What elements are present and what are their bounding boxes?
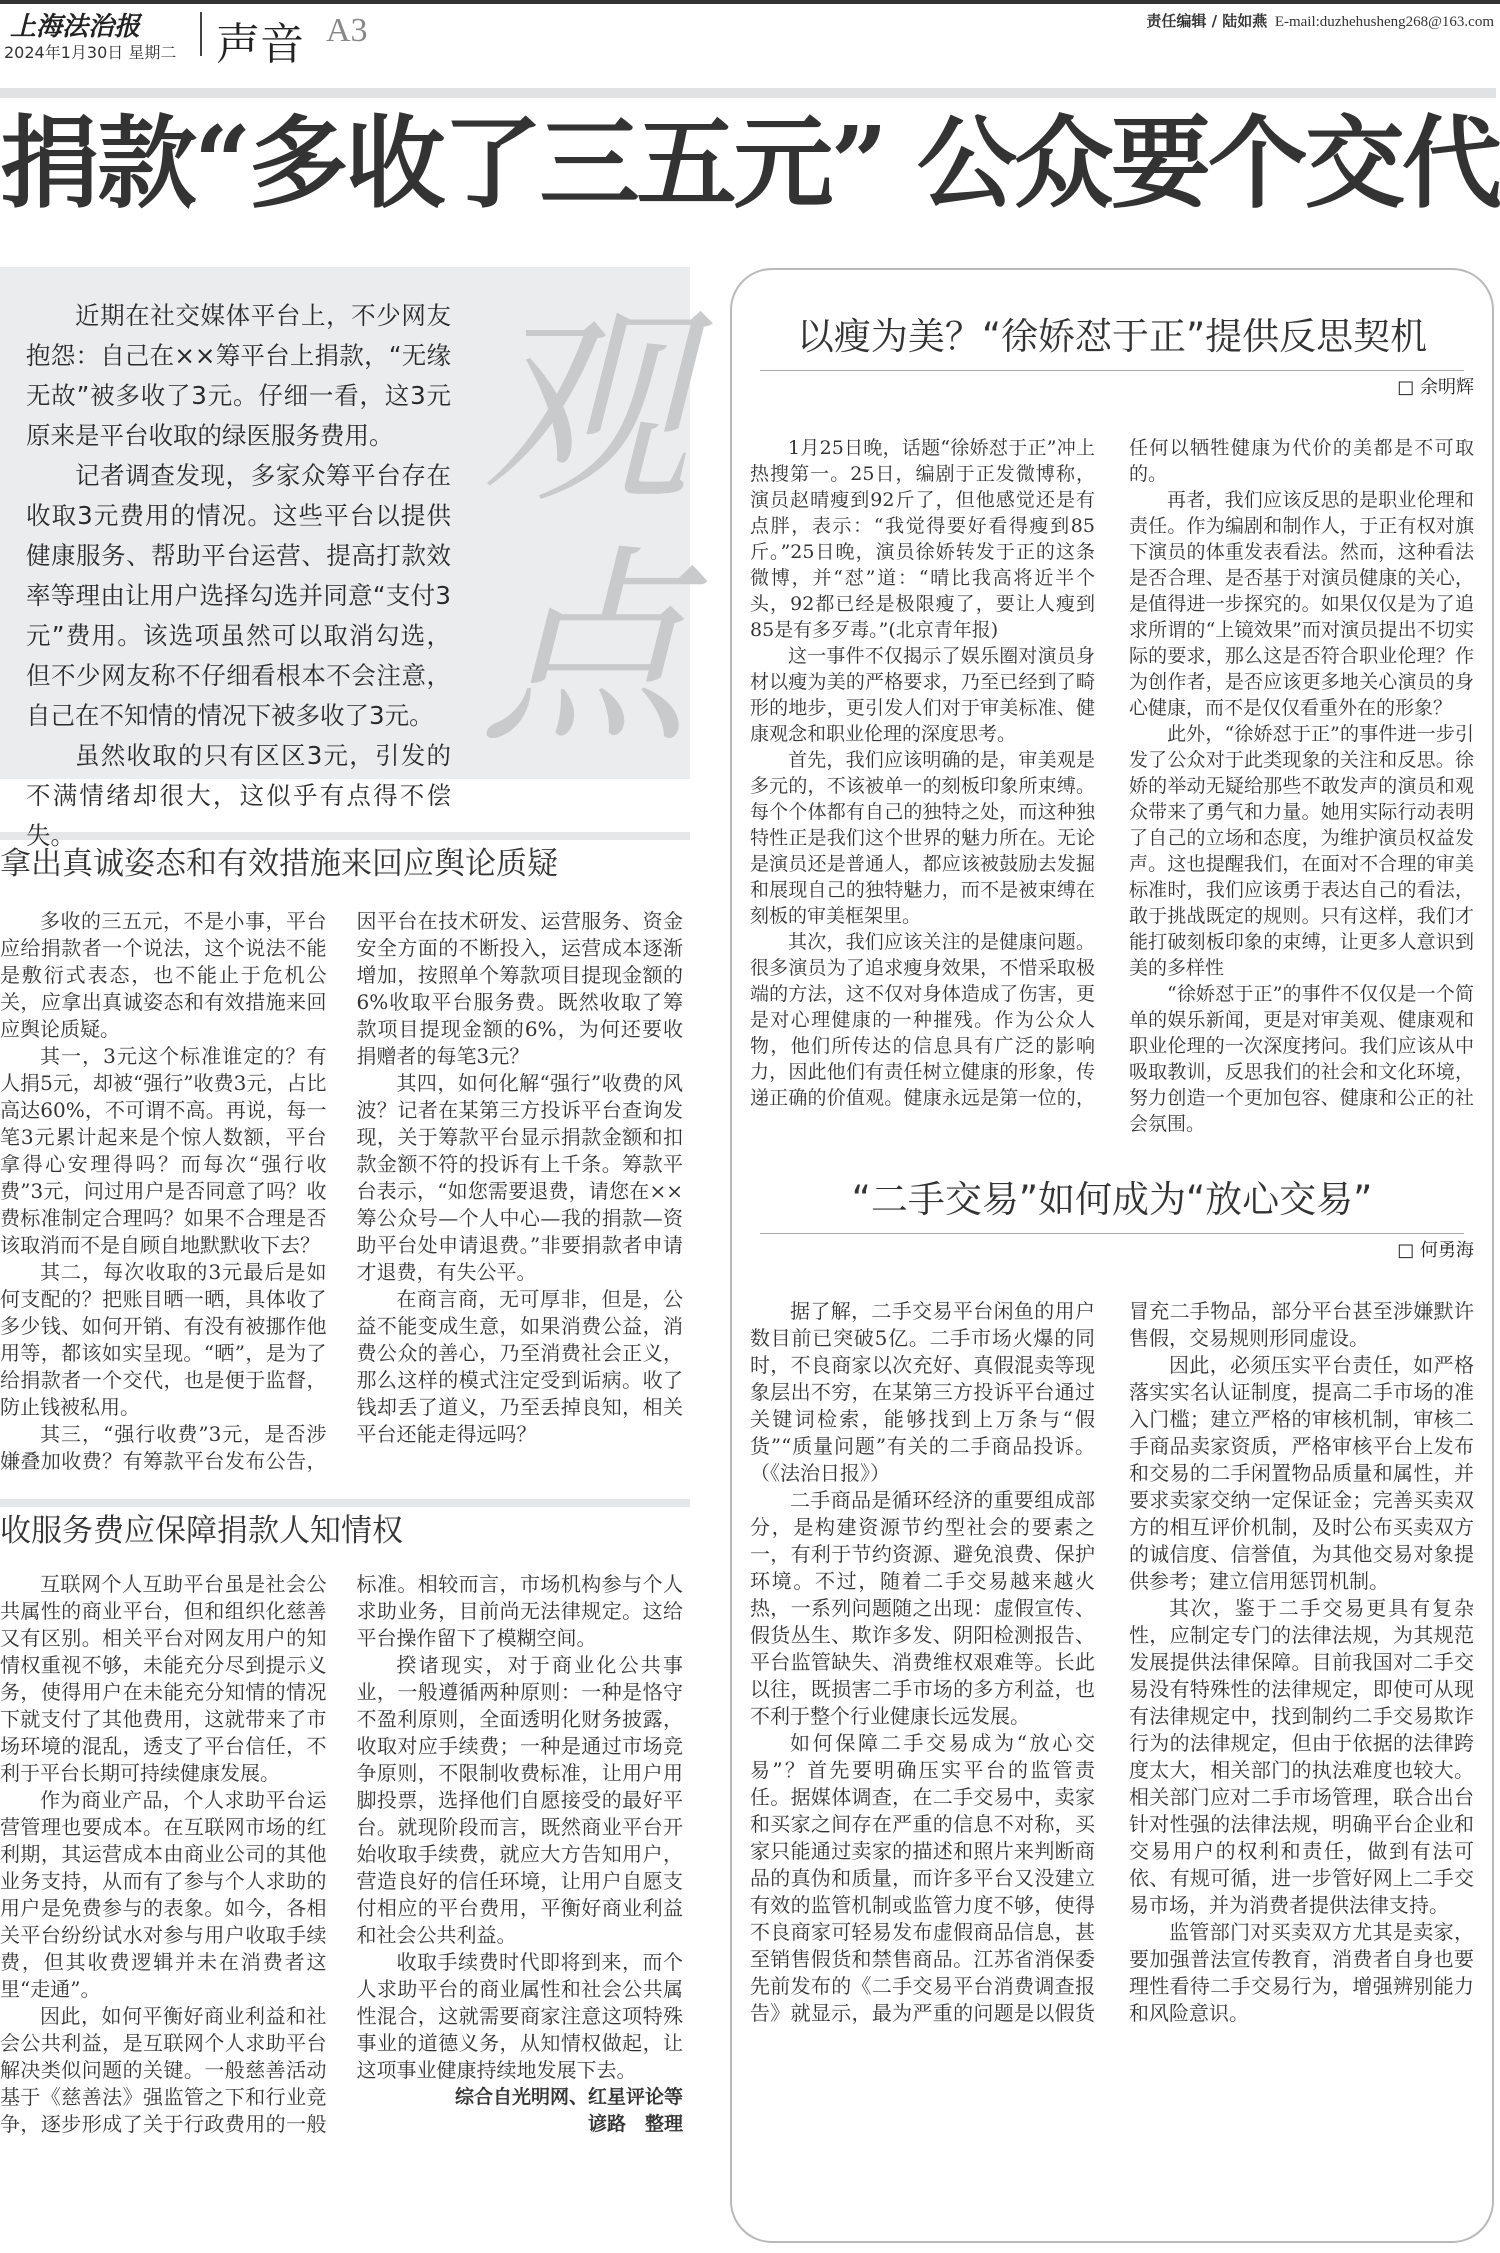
paragraph: 因此，必须压实平台责任，如严格落实实名认证制度，提高二手市场的准入门槛；建立严格的审核机制，审核二手商品卖家资质，严格审核平台上发布和交易的二手闲置物品质量和属性，并要求卖家交纳一定保证金；完善买卖双方的相互评价机制，及时公布买卖双方的诚信度、信誉值，为其他交易对象提供参考；建立信用惩罚机制。 — [1129, 1353, 1474, 1593]
intro-text — [26, 296, 451, 856]
paragraph: 因此，如何平衡好商业利益和社会公共利益，是互联网个人求助平台解决类似问题的关键。一般慈善活动基于《慈善法》强监管之下和行业竞争，逐步形成了关于行政费用的一般标准。相较而言，市场机构参与个人求助业务，目前尚无法律规定。这给平台操作留下了模糊空间。 — [0, 1572, 683, 2136]
paragraph: 其三，“强行收费”3元，是否涉嫌叠加收费？有筹款平台发布公告，因平台在技术研发、运营服务、资金安全方面的不断投入，运营成本逐渐增加，按照单个筹款项目提现金额的6%收取平台服务费。既然收取了筹款项目提现金额的6%，为何还要收捐赠者的每笔3元？ — [0, 909, 683, 1473]
paragraph: 监管部门对买卖双方尤其是卖家，要加强普法宣传教育，消费者自身也要理性看待二手交易行为，增强辨别能力和风险意识。 — [1129, 1920, 1474, 2025]
main-headline: 捐款“多收了三五元” 公众要个交代 — [0, 104, 1499, 222]
intro-paragraph: 近期在社交媒体平台上，不少网友抱怨：自己在××筹平台上捐款，“无缘无故”被多收了3元。仔细一看，这3元原来是平台收取的绿医服务费用。 — [26, 301, 451, 450]
intro-box — [0, 267, 691, 850]
watermark-calligraphy: 观点 — [480, 287, 691, 772]
commentary-panel — [730, 268, 1494, 2243]
article-body — [750, 435, 1474, 1137]
newspaper-logo: 上海法治报 — [10, 12, 141, 42]
header-band — [0, 88, 1496, 98]
article-title: 拿出真诚姿态和有效措施来回应舆论质疑 — [0, 846, 558, 882]
paragraph: 首先，我们应该明确的是，审美观是多元的，不该被单一的刻板印象所束缚。每个个体都有自己的独特之处，而这种独特性正是我们这个世界的魅力所在。无论是演员还是普通人，都应该被鼓励去发掘和展现自己的独特魅力，而不是被束缚在刻板的审美框架里。 — [750, 749, 1095, 927]
paragraph: 收取手续费时代即将到来，而个人求助平台的商业属性和社会公共属性混合，这就需要商家注意这项特殊事业的道德义务，从知情权做起，让这项事业健康持续地发展下去。 — [356, 1950, 683, 2082]
paragraph: 据了解，二手交易平台闲鱼的用户数目前已突破5亿。二手市场火爆的同时，不良商家以次充好、真假混卖等现象层出不穷，在某第三方投诉平台通过关键词检索，能够找到上万条与“假货”“质量问题”有关的二手商品投诉。（《法治日报》） — [750, 1299, 1095, 1485]
title-rule — [760, 1233, 1464, 1234]
paragraph: 如何保障二手交易成为“放心交易”？首先要明确压实平台的监管责任。据媒体调查，在二手交易中，卖家和买家之间存在严重的信息不对称，买家只能通过卖家的描述和照片来判断商品的真伪和质量，而许多平台又没建立有效的监管机制或监管力度不够，使得不良商家可轻易发布虚假商品信息，甚至销售假货和禁售商品。江苏省消保委先前发布的《二手交易平台消费调查报告》就显示，最为严重的问题是以假货冒充二手物品，部分平台甚至涉嫌默许售假，交易规则形同虚设。 — [750, 1299, 1474, 2025]
page-number: A3 — [326, 12, 368, 49]
paragraph: 作为商业产品，个人求助平台运营管理也要成本。在互联网市场的红利期，其运营成本由商业公司的其他业务支持，从而有了参与个人求助的用户是免费参与的表象。如今，各相关平台纷纷试水对参与用户收取手续费，但其收费逻辑并未在消费者这里“走通”。 — [0, 1788, 327, 2001]
paragraph: 互联网个人互助平台虽是社会公共属性的商业平台，但和组织化慈善又有区别。相关平台对网友用户的知情权重视不够，未能充分尽到提示义务，使得用户在未能充分知情的情况下就支付了其他费用，这就带来了市场环境的混乱，透支了平台信任，不利于平台长期可持续健康发展。 — [0, 1572, 327, 1785]
header-divider — [200, 12, 202, 56]
article-body — [750, 1298, 1474, 2027]
article-body — [0, 1571, 683, 2138]
paragraph: 其次，我们应该关注的是健康问题。很多演员为了追求瘦身效果，不惜采取极端的方法，这不仅对身体造成了伤害，更是对心理健康的一种摧残。作为公众人物，他们所传达的信息具有广泛的影响力，因此他们有责任树立健康的形象，传递正确的价值观。健康永远是第一位的，任何以牺牲健康为代价的美都是不可取的。 — [750, 437, 1474, 1109]
paragraph: 在商言商，无可厚非，但是，公益不能变成生意，如果消费公益，消费公众的善心，乃至消费社会正义，那么这样的模式注定受到诟病。收了钱却丢了道义，乃至丢掉良知，相关平台还能走得远吗？ — [356, 1287, 683, 1446]
paragraph: 这一事件不仅揭示了娱乐圈对演员身材以瘦为美的严格要求，乃至已经到了畸形的地步，更引发人们对于审美标准、健康观念和职业伦理的深度思考。 — [750, 645, 1095, 745]
article-title: 以瘦为美？“徐娇怼于正”提供反思契机 — [796, 315, 1428, 358]
article-source: 综合自光明网、红星评论等 — [454, 2086, 683, 2108]
paragraph: “徐娇怼于正”的事件不仅仅是一个简单的娱乐新闻，更是对审美观、健康观和职业伦理的一次深度拷问。我们应该从中吸取教训，反思我们的社会和文化环境，努力创造一个更加包容、健康和公正的社会氛围。 — [1129, 983, 1474, 1135]
section-name: 声音 — [216, 19, 304, 70]
editor-label: 责任编辑 / 陆如燕 — [1146, 12, 1268, 30]
author-byline: □ 何勇海 — [1397, 1240, 1474, 1261]
paragraph: 其一，3元这个标准谁定的？有人捐5元，却被“强行”收费3元，占比高达60%，不可谓不高。再说，每一笔3元累计起来是个惊人数额，平台拿得心安理得吗？而每次“强行收费”3元，问过用户是否同意了吗？收费标准制定合理吗？如果不合理是否该取消而不是自顾自地默默收下去？ — [0, 1044, 327, 1257]
top-rule — [0, 0, 1500, 4]
paragraph: 其次，鉴于二手交易更具有复杂性，应制定专门的法律法规，为其规范发展提供法律保障。目前我国对二手交易没有特殊性的法律规定，即使可从现有法律规定中，找到制约二手交易欺诈行为的法律规定，但由于依据的法律跨度太大，相关部门的执法难度也较大。相关部门应对二手市场管理，联合出台针对性强的法律法规，明确平台企业和交易用户的权利和责任，做到有法可依、有规可循，进一步管好网上二手交易市场，并为消费者提供法律支持。 — [1129, 1596, 1474, 1917]
editor-info — [1146, 10, 1494, 31]
author-byline: □ 余明辉 — [1397, 377, 1474, 398]
paragraph: 此外，“徐娇怼于正”的事件进一步引发了公众对于此类现象的关注和反思。徐娇的举动无疑给那些不敢发声的演员和观众带来了勇气和力量。她用实际行动表明了自己的立场和态度，为维护演员权益发声。这也提醒我们，在面对不合理的审美标准时，我们应该勇于表达自己的看法，敢于挑战既定的规则。只有这样，我们才能打破刻板印象的束缚，让更多人意识到美的多样性 — [1129, 723, 1474, 979]
paragraph: 多收的三五元，不是小事，平台应给捐款者一个说法，这个说法不能是敷衍式表态，也不能止于危机公关，应拿出真诚姿态和有效措施来回应舆论质疑。 — [0, 909, 327, 1041]
title-rule — [760, 370, 1464, 371]
article-title: 收服务费应保障捐款人知情权 — [0, 1513, 403, 1549]
intro-paragraph: 记者调查发现，多家众筹平台存在收取3元费用的情况。这些平台以提供健康服务、帮助平台运营、提高打款效率等理由让用户选择勾选并同意“支付3元”费用。该选项虽然可以取消勾选，但不少网友称不仔细看根本不会注意，自己在不知情的情况下被多收了3元。 — [26, 461, 451, 730]
article-compiler: 谚路 整理 — [587, 2113, 683, 2135]
paragraph: 1月25日晚，话题“徐娇怼于正”冲上热搜第一。25日，编剧于正发微博称，演员赵晴瘦到92斤了，但他感觉还是有点胖，表示：“我觉得要好看得瘦到85斤。”25日晚，演员徐娇转发于正的这条微博，并“怼”道：“晴比我高将近半个头，92都已经是极限瘦了，要让人瘦到85是有多歹毒。”(北京青年报) — [750, 437, 1095, 641]
section-band — [0, 1499, 690, 1507]
paragraph: 其四，如何化解“强行”收费的风波？记者在某第三方投诉平台查询发现，关于筹款平台显示捐款金额和扣款金额不符的投诉有上千条。筹款平台表示，“如您需要退费，请您在××筹公众号—个人中心—我的捐款—资助平台处申请退费。”非要捐款者申请才退费，有失公平。 — [356, 1071, 683, 1284]
issue-date: 2024年1月30日 星期二 — [4, 43, 177, 62]
paragraph: 再者，我们应该反思的是职业伦理和责任。作为编剧和制作人，于正有权对旗下演员的体重发表看法。然而，这种看法是否合理、是否基于对演员健康的关心，是值得进一步探究的。如果仅仅是为了追求所谓的“上镜效果”而对演员提出不切实际的要求，那么这是否符合职业伦理？作为创作者，是否应该更多地关心演员的身心健康，而不是仅仅看重外在的形象？ — [1129, 489, 1474, 719]
article-title: “二手交易”如何成为“放心交易” — [851, 1178, 1373, 1221]
editor-email: E-mail:duzhehusheng268@163.com — [1274, 14, 1494, 30]
left-column — [0, 267, 690, 2138]
article-body — [0, 908, 683, 1475]
paragraph: 揆诸现实，对于商业化公共事业，一般遵循两种原则：一种是恪守不盈利原则，全面透明化财务披露，收取对应手续费；一种是通过市场竞争原则，不限制收费标准，让用户用脚投票，选择他们自愿接受的最好平台。就现阶段而言，既然商业平台开始收取手续费，就应大方告知用户，营造良好的信任环境，让用户自愿支付相应的平台费用，平衡好商业利益和社会公共利益。 — [356, 1653, 683, 1947]
paragraph: 二手商品是循环经济的重要组成部分，是构建资源节约型社会的要素之一，有利于节约资源、避免浪费、保护环境。不过，随着二手交易越来越火热，一系列问题随之出现：虚假宣传、假货丛生、欺诈多发、阴阳检测报告、平台监管缺失、消费维权艰难等。长此以往，既损害二手市场的多方利益，也不利于整个行业健康长远发展。 — [750, 1488, 1095, 1728]
paragraph: 其二，每次收取的3元最后是如何支配的？把账目晒一晒，具体收了多少钱、如何开销、有没有被挪作他用等，都该如实呈现。“晒”，是为了给捐款者一个交代，也是便于监督，防止钱被私用。 — [0, 1260, 327, 1419]
intro-paragraph: 虽然收取的只有区区3元，引发的不满情绪却很大，这似乎有点得不偿失。 — [26, 741, 451, 850]
